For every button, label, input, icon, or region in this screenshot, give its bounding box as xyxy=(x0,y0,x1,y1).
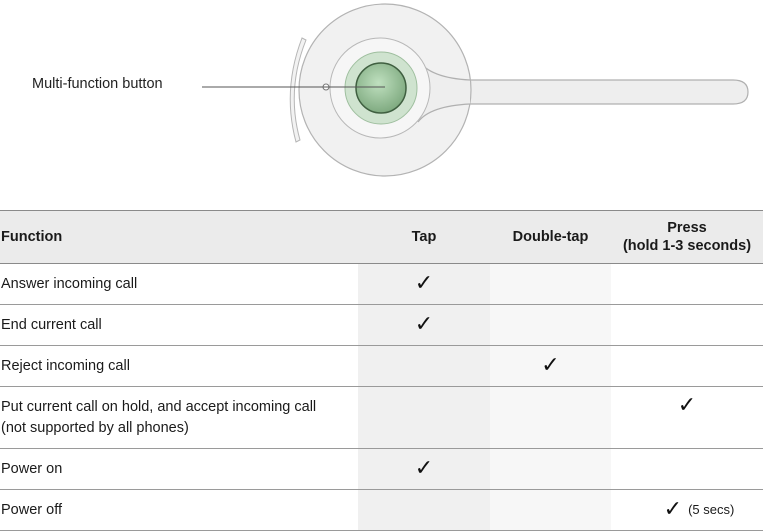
header-press-line2: (hold 1-3 seconds) xyxy=(622,238,752,254)
function-cell: Reject incoming call xyxy=(0,346,358,387)
check-icon: ✓ xyxy=(541,353,560,378)
function-cell: End current call xyxy=(0,305,358,346)
check-icon: ✓ xyxy=(414,271,434,296)
check-icon: ✓ xyxy=(677,393,697,418)
headset-illustration xyxy=(0,0,763,190)
check-icon: ✓ xyxy=(414,312,434,337)
header-press xyxy=(611,211,763,264)
function-cell-line2: (not supported by all phones) xyxy=(1,419,189,436)
function-table xyxy=(0,210,763,531)
table-row xyxy=(0,305,763,346)
table-header-row xyxy=(0,211,763,264)
function-cell xyxy=(0,387,358,449)
table-row xyxy=(0,387,763,449)
header-double-tap: Double-tap xyxy=(490,211,611,264)
check-icon: ✓ xyxy=(663,497,683,522)
header-press-line1: Press xyxy=(667,220,707,236)
function-cell: Power off xyxy=(0,490,358,531)
table-row xyxy=(0,490,763,531)
function-cell: Answer incoming call xyxy=(0,264,358,305)
header-function: Function xyxy=(0,211,358,264)
table-row xyxy=(0,346,763,387)
function-cell: Power on xyxy=(0,449,358,490)
header-tap: Tap xyxy=(358,211,490,264)
callout-label: Multi-function button xyxy=(32,76,163,92)
function-cell-line1: Put current call on hold, and accept incoming call xyxy=(1,398,317,415)
headset-boom-arm xyxy=(425,74,748,110)
multi-function-button xyxy=(356,63,406,113)
headset-figure xyxy=(0,0,763,190)
table-row xyxy=(0,264,763,305)
check-icon: ✓ xyxy=(414,456,434,481)
table-row xyxy=(0,449,763,490)
duration-note: (5 secs) xyxy=(688,502,735,517)
